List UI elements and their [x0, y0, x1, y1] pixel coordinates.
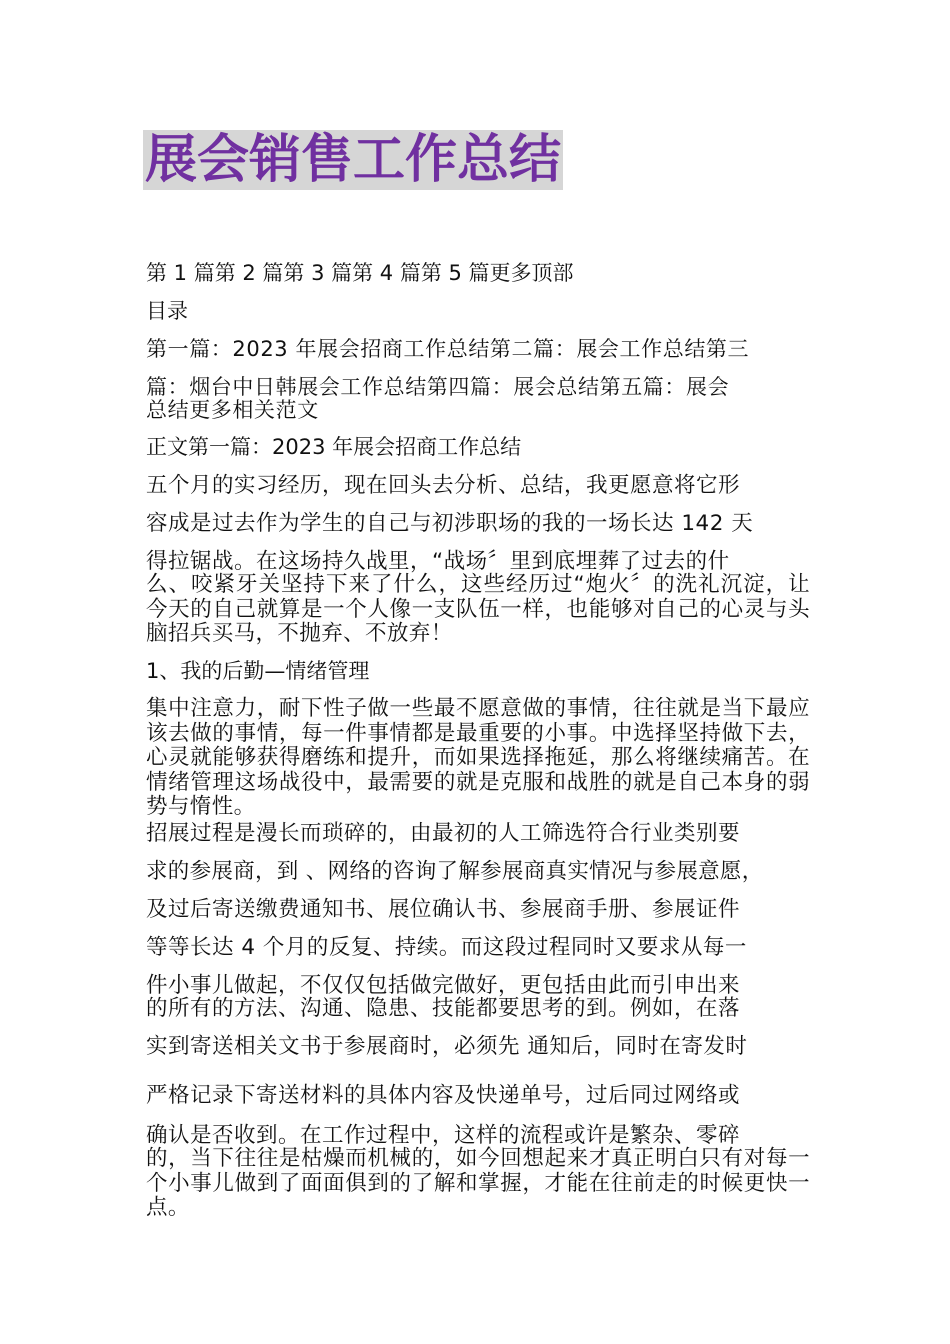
paragraph-line: 求的参展商，到 、网络的咨询了解参展商真实情况与参展意愿，: [146, 859, 764, 884]
paragraph-line: 及过后寄送缴费通知书、展位确认书、参展商手册、参展证件: [146, 897, 741, 922]
paragraph-line: 件小事儿做起，不仅仅包括做完做好，更包括由此而引申出来: [146, 973, 741, 998]
paragraph-line: 确认是否收到。在工作过程中，这样的流程或许是繁杂、零碎: [146, 1123, 741, 1148]
toc-heading: 目录: [146, 299, 188, 323]
paragraph-line: 得拉锯战。在这场持久战里，“战场〞里到底埋葬了过去的什: [146, 549, 730, 574]
paragraph-line: 的所有的方法、沟通、隐患、技能都要思考的到。例如，在落: [146, 996, 741, 1021]
section-heading: 1、我的后勤—情绪管理: [146, 659, 370, 683]
paragraph: 的，当下往往是枯燥而机械的，如今回想起来才真正明白只有对每一个小事儿做到了面面俱到的了解和掌握，才能在往前走的时候更快一点。: [146, 1146, 810, 1220]
paragraph: 么、咬紧牙关坚持下来了什么，这些经历过“炮火〞的洗礼沉淀，让今天的自己就算是一个人像一支队伍一样，也能够对自己的心灵与头脑招兵买马，不抛弃、不放弃！: [146, 572, 810, 646]
paragraph-line: 五个月的实习经历，现在回头去分析、总结，我更愿意将它形: [146, 473, 741, 498]
paragraph-line: 容成是过去作为学生的自己与初涉职场的我的一场长达 142 天: [146, 511, 754, 536]
paragraph-line: 严格记录下寄送材料的具体内容及快递单号，过后同过网络或: [146, 1083, 741, 1108]
section-nav-line: 第 1 篇第 2 篇第 3 篇第 4 篇第 5 篇更多顶部: [146, 261, 574, 285]
toc-line: 第一篇：2023 年展会招商工作总结第二篇：展会工作总结第三: [146, 337, 750, 361]
paragraph-line: 等等长达 4 个月的反复、持续。而这段过程同时又要求从每一: [146, 935, 747, 960]
paragraph-line: 招展过程是漫长而琐碎的，由最初的人工筛选符合行业类别要: [146, 821, 741, 846]
paragraph-line: 实到寄送相关文书于参展商时，必须先 通知后，同时在寄发时: [146, 1034, 748, 1059]
toc-line: 篇：烟台中日韩展会工作总结第四篇：展会总结第五篇：展会: [146, 375, 730, 399]
body-heading: 正文第一篇：2023 年展会招商工作总结: [146, 435, 522, 459]
document-title: 展会销售工作总结: [145, 130, 562, 190]
paragraph: 集中注意力，耐下性子做一些最不愿意做的事情，往往就是当下最应该去做的事情，每一件事情都是最重要的小事。中选择坚持做下去，心灵就能够获得磨练和提升，而如果选择拖延，那么将继续痛苦。在情绪管理这场战役中，最需要的就是克服和战胜的就是自己本身的弱势与惰性。: [146, 696, 810, 819]
toc-line: 总结更多相关范文: [146, 398, 319, 422]
